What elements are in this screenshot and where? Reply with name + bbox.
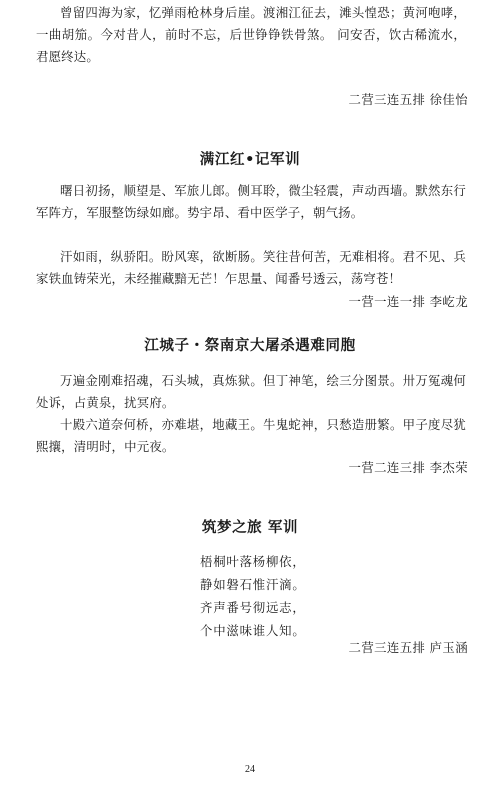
- poem-line: 梧桐叶落杨柳依，: [200, 554, 306, 569]
- section-title: 满江红•记军训: [199, 152, 301, 168]
- author-signature: 二营三连五排 庐玉涵: [348, 640, 468, 655]
- poem-paragraph: 曾留四海为家，忆弹雨枪林身后崖。渡湘江征去，滩头惶恐；黄河咆哮，一曲胡笳。今对昔人，前时不忘，后世铮铮铁骨煞。 问安否，饮古稀流水，君愿终达。: [36, 5, 466, 64]
- page-number: 24: [245, 764, 255, 775]
- author-signature: 二营三连五排 徐佳怡: [348, 92, 468, 107]
- poem-paragraph: 万遍金刚难招魂，石头城，真炼狱。但丁神笔，绘三分图景。卅万冤魂何处诉，占黄泉，扰冥府。: [36, 373, 466, 410]
- author-signature: 一营二连三排 李杰荣: [348, 460, 468, 475]
- poem-paragraph: 曙日初扬，顺望是、军旅儿郎。侧耳聆，微尘轻震，声动西墙。默然东行军阵方，军服整饬绿如廊。势宇昂、看中医学子，朝气扬。: [36, 183, 466, 220]
- poem-line: 静如磐石惟汗滴。: [200, 577, 306, 592]
- poem-paragraph: 汗如雨，纵骄阳。盼风寒，欲断肠。笑往昔何苦，无难相将。君不见、兵家铁血铸荣光，未经摧藏黯无芒！乍思量、闻番号透云，荡穹苍！: [36, 249, 466, 286]
- poem-line: 齐声番号彻远志，: [200, 600, 306, 615]
- poem-paragraph: 十殿六道奈何桥，亦难堪，地藏王。牛鬼蛇神，只愁造册繁。甲子度尽犹熙攘，清明时，中元夜。: [36, 417, 466, 454]
- section-title: 筑梦之旅 军训: [201, 520, 299, 536]
- author-signature: 一营一连一排 李屹龙: [348, 294, 468, 309]
- section-title: 江城子・祭南京大屠杀遇难同胞: [144, 338, 356, 354]
- poem-line: 个中滋味谁人知。: [200, 623, 306, 638]
- poem-verse-list: [200, 550, 306, 642]
